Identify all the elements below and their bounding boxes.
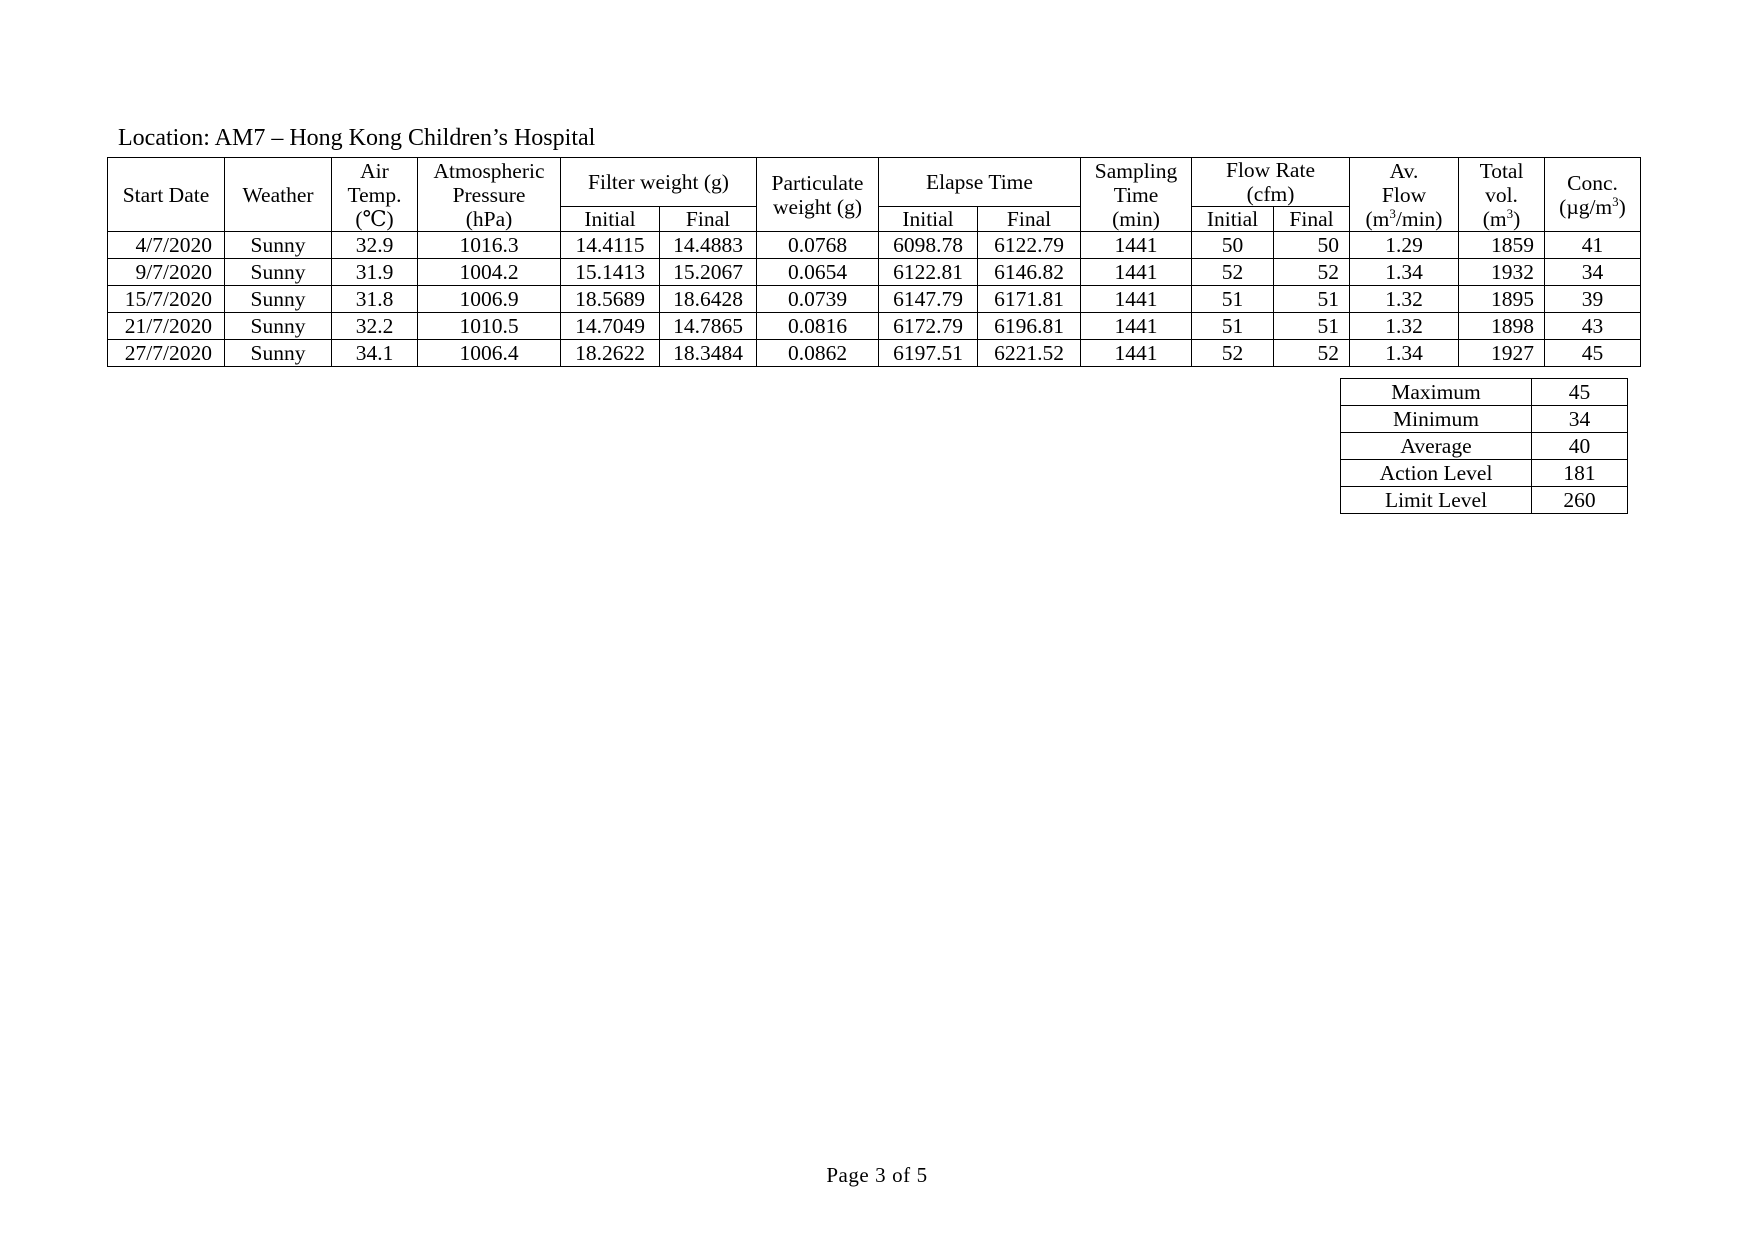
cell-sampling-time: 1441	[1081, 286, 1192, 313]
header-flow-initial: Initial	[1192, 207, 1274, 232]
cell-start-date: 9/7/2020	[108, 259, 225, 286]
cell-sampling-time: 1441	[1081, 313, 1192, 340]
cell-total-vol: 1898	[1459, 313, 1545, 340]
cell-elapse-final: 6196.81	[978, 313, 1081, 340]
summary-table	[1340, 378, 1628, 514]
cell-elapse-initial: 6197.51	[879, 340, 978, 367]
air-sampling-table	[107, 157, 1641, 367]
cell-filter-final: 15.2067	[660, 259, 757, 286]
header-air-temp: Air Temp. (℃)	[332, 158, 418, 232]
cell-elapse-initial: 6098.78	[879, 232, 978, 259]
cell-weather: Sunny	[225, 313, 332, 340]
location-title: Location: AM7 – Hong Kong Children’s Hospital	[118, 125, 596, 151]
cell-air-temp: 32.2	[332, 313, 418, 340]
header-elapse-final: Final	[978, 207, 1081, 232]
cell-particulate: 0.0654	[757, 259, 879, 286]
header-filter-initial: Initial	[561, 207, 660, 232]
table-row	[108, 340, 1641, 367]
cell-av-flow: 1.32	[1350, 313, 1459, 340]
cell-av-flow: 1.34	[1350, 340, 1459, 367]
cell-sampling-time: 1441	[1081, 340, 1192, 367]
cell-weather: Sunny	[225, 232, 332, 259]
table-row	[108, 259, 1641, 286]
summary-label: Action Level	[1341, 460, 1532, 487]
cell-flow-initial: 52	[1192, 340, 1274, 367]
cell-start-date: 21/7/2020	[108, 313, 225, 340]
summary-row	[1341, 379, 1628, 406]
summary-row	[1341, 406, 1628, 433]
cell-flow-initial: 52	[1192, 259, 1274, 286]
cell-air-temp: 34.1	[332, 340, 418, 367]
summary-row	[1341, 460, 1628, 487]
cell-pressure: 1004.2	[418, 259, 561, 286]
cell-total-vol: 1927	[1459, 340, 1545, 367]
summary-label: Minimum	[1341, 406, 1532, 433]
header-start-date: Start Date	[108, 158, 225, 232]
cell-pressure: 1010.5	[418, 313, 561, 340]
cell-conc: 34	[1545, 259, 1641, 286]
cell-flow-initial: 51	[1192, 286, 1274, 313]
cell-filter-initial: 18.2622	[561, 340, 660, 367]
header-flow-final: Final	[1274, 207, 1350, 232]
cell-start-date: 15/7/2020	[108, 286, 225, 313]
cell-flow-final: 52	[1274, 259, 1350, 286]
table-row	[108, 313, 1641, 340]
cell-conc: 43	[1545, 313, 1641, 340]
cell-particulate: 0.0816	[757, 313, 879, 340]
header-particulate-weight: Particulate weight (g)	[757, 158, 879, 232]
header-conc: Conc. $(\mu g/m^3)$	[1545, 158, 1641, 232]
cell-start-date: 4/7/2020	[108, 232, 225, 259]
cell-pressure: 1006.4	[418, 340, 561, 367]
cell-flow-final: 52	[1274, 340, 1350, 367]
summary-label: Average	[1341, 433, 1532, 460]
summary-value: 40	[1532, 433, 1628, 460]
cell-elapse-final: 6146.82	[978, 259, 1081, 286]
cell-particulate: 0.0739	[757, 286, 879, 313]
header-filter-final: Final	[660, 207, 757, 232]
cell-filter-initial: 14.7049	[561, 313, 660, 340]
cell-air-temp: 32.9	[332, 232, 418, 259]
cell-particulate: 0.0862	[757, 340, 879, 367]
cell-filter-final: 14.4883	[660, 232, 757, 259]
summary-value: 260	[1532, 487, 1628, 514]
summary-label: Maximum	[1341, 379, 1532, 406]
table-row	[108, 286, 1641, 313]
cell-flow-final: 51	[1274, 313, 1350, 340]
cell-filter-initial: 18.5689	[561, 286, 660, 313]
header-total-vol: Total vol. $(m^3)$	[1459, 158, 1545, 232]
summary-value: 181	[1532, 460, 1628, 487]
cell-conc: 41	[1545, 232, 1641, 259]
cell-av-flow: 1.34	[1350, 259, 1459, 286]
summary-value: 34	[1532, 406, 1628, 433]
cell-pressure: 1016.3	[418, 232, 561, 259]
cell-particulate: 0.0768	[757, 232, 879, 259]
cell-flow-final: 50	[1274, 232, 1350, 259]
cell-flow-initial: 50	[1192, 232, 1274, 259]
table-row	[108, 232, 1641, 259]
page-number: Page 3 of 5	[826, 1163, 928, 1187]
cell-av-flow: 1.32	[1350, 286, 1459, 313]
cell-flow-final: 51	[1274, 286, 1350, 313]
cell-filter-initial: 14.4115	[561, 232, 660, 259]
header-weather: Weather	[225, 158, 332, 232]
cell-conc: 39	[1545, 286, 1641, 313]
cell-start-date: 27/7/2020	[108, 340, 225, 367]
header-pressure: Atmospheric Pressure (hPa)	[418, 158, 561, 232]
cell-total-vol: 1895	[1459, 286, 1545, 313]
summary-row	[1341, 487, 1628, 514]
cell-elapse-final: 6221.52	[978, 340, 1081, 367]
cell-flow-initial: 51	[1192, 313, 1274, 340]
cell-weather: Sunny	[225, 340, 332, 367]
header-elapse-initial: Initial	[879, 207, 978, 232]
cell-pressure: 1006.9	[418, 286, 561, 313]
cell-elapse-final: 6171.81	[978, 286, 1081, 313]
cell-air-temp: 31.9	[332, 259, 418, 286]
cell-air-temp: 31.8	[332, 286, 418, 313]
cell-filter-initial: 15.1413	[561, 259, 660, 286]
cell-sampling-time: 1441	[1081, 232, 1192, 259]
summary-label: Limit Level	[1341, 487, 1532, 514]
cell-filter-final: 18.3484	[660, 340, 757, 367]
summary-row	[1341, 433, 1628, 460]
header-elapse-time: Elapse Time	[879, 158, 1081, 207]
cell-total-vol: 1932	[1459, 259, 1545, 286]
header-flow-rate: Flow Rate (cfm)	[1192, 158, 1350, 207]
cell-filter-final: 18.6428	[660, 286, 757, 313]
cell-elapse-initial: 6172.79	[879, 313, 978, 340]
cell-filter-final: 14.7865	[660, 313, 757, 340]
cell-conc: 45	[1545, 340, 1641, 367]
cell-elapse-initial: 6122.81	[879, 259, 978, 286]
cell-sampling-time: 1441	[1081, 259, 1192, 286]
cell-elapse-final: 6122.79	[978, 232, 1081, 259]
cell-weather: Sunny	[225, 259, 332, 286]
cell-weather: Sunny	[225, 286, 332, 313]
cell-total-vol: 1859	[1459, 232, 1545, 259]
header-filter-weight: Filter weight (g)	[561, 158, 757, 207]
summary-value: 45	[1532, 379, 1628, 406]
cell-av-flow: 1.29	[1350, 232, 1459, 259]
cell-elapse-initial: 6147.79	[879, 286, 978, 313]
header-av-flow: Av. Flow $(m^3/\min)$	[1350, 158, 1459, 232]
header-sampling-time: Sampling Time (min)	[1081, 158, 1192, 232]
